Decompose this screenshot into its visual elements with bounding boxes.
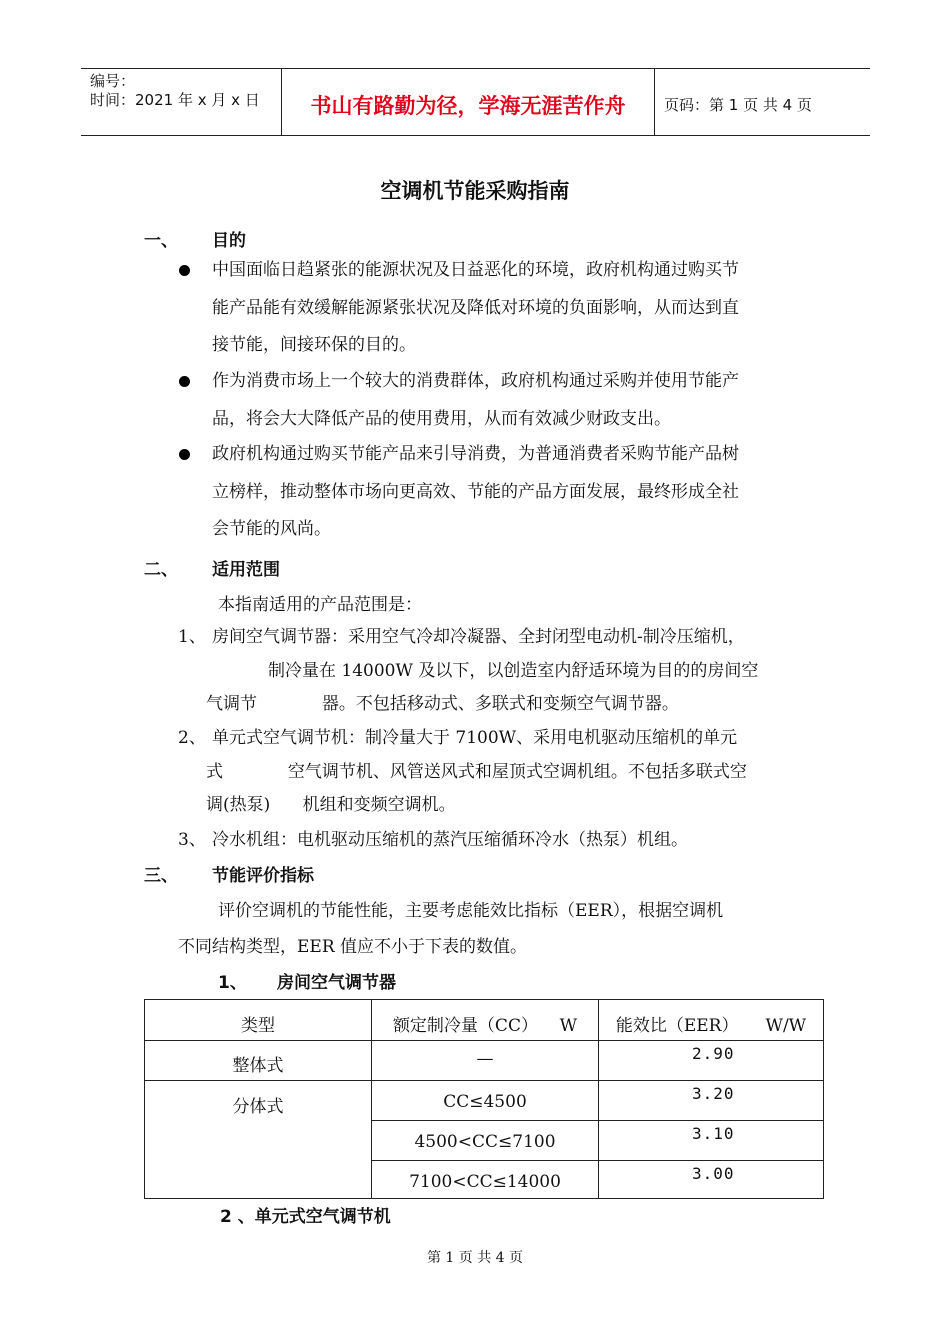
- item-3-number: 3、: [178, 830, 206, 850]
- item-2-line-1: 单元式空气调节机：制冷量大于 7100W、采用电机驱动压缩机的单元: [212, 728, 738, 748]
- section3-intro-line-1: 评价空调机的节能性能，主要考虑能效比指标（EER），根据空调机: [218, 901, 724, 921]
- table-header-cc: 额定制冷量（CC） W: [392, 1016, 578, 1036]
- header-page-info: 页码：第 1 页 共 4 页: [664, 96, 812, 114]
- bullet-icon: [179, 449, 190, 460]
- header-divider-right: [654, 68, 655, 136]
- header-top-rule: [81, 68, 870, 69]
- table-cell-eer: 3.00: [692, 1164, 735, 1183]
- item-1-number: 1、: [178, 627, 206, 647]
- section1-number: 一、: [144, 231, 178, 251]
- table-hline-4: [371, 1160, 823, 1161]
- item-1-line-2: 制冷量在 14000W 及以下，以创造室内舒适环境为目的的房间空: [268, 661, 759, 681]
- table-header-type: 类型: [241, 1016, 275, 1036]
- section1-bullet-2: 作为消费市场上一个较大的消费群体，政府机构通过采购并使用节能产 品，将会大大降低产品的使用费用，从而有效减少财政支出。: [212, 371, 739, 429]
- table-hline-2: [145, 1080, 823, 1081]
- section2-intro: 本指南适用的产品范围是：: [218, 595, 422, 615]
- subsection1-title: 房间空气调节器: [277, 973, 396, 993]
- table-cell-eer: 2.90: [692, 1044, 735, 1063]
- table-header-eer: 能效比（EER） W/W: [615, 1016, 807, 1036]
- page-footer: 第 1 页 共 4 页: [426, 1250, 524, 1266]
- table-cell-cc: 4500<CC≤7100: [414, 1132, 556, 1152]
- eer-table: [144, 999, 824, 1199]
- item-1-line-3: 气调节 器。不包括移动式、多联式和变频空气调节器。: [206, 694, 679, 714]
- table-hline-1: [145, 1040, 823, 1041]
- item-2-number: 2、: [178, 728, 206, 748]
- table-cell-eer: 3.10: [692, 1124, 735, 1143]
- header-motto: 书山有路勤为径，学海无涯苦作舟: [310, 94, 626, 118]
- bullet-icon: [179, 265, 190, 276]
- item-2-line-2: 式 空气调节机、风管送风式和屋顶式空调机组。不包括多联式空: [206, 762, 747, 782]
- time-label: 时间：2021 年 x 月 x 日: [90, 91, 260, 109]
- item-1-line-1: 房间空气调节器：采用空气冷却冷凝器、全封闭型电动机-制冷压缩机，: [212, 627, 745, 647]
- header-meta: [90, 72, 260, 110]
- item-3-line-1: 冷水机组：电机驱动压缩机的蒸汽压缩循环冷水（热泵）机组。: [212, 830, 688, 850]
- subsection1-number: 1、: [218, 973, 247, 993]
- table-cell-type: 整体式: [232, 1056, 284, 1076]
- table-cell-cc: —: [476, 1049, 494, 1069]
- header-bottom-rule: [81, 135, 870, 136]
- table-cell-cc: 7100<CC≤14000: [409, 1172, 561, 1192]
- document-title: 空调机节能采购指南: [380, 179, 570, 203]
- table-cell-cc: CC≤4500: [443, 1092, 527, 1112]
- table-cell-eer: 3.20: [692, 1084, 735, 1103]
- table-cell-group-type: 分体式: [232, 1097, 284, 1117]
- item-2-line-3: 调(热泵) 机组和变频空调机。: [206, 795, 456, 815]
- subsection2-title: 2 、单元式空气调节机: [220, 1207, 391, 1227]
- section2-title: 适用范围: [212, 560, 280, 580]
- section1-bullet-3: 政府机构通过购买节能产品来引导消费，为普通消费者采购节能产品树 立榜样，推动整体市场向更高效、节能的产品方面发展，最终形成全社 会节能的风尚。: [212, 444, 739, 539]
- bullet-icon: [179, 376, 190, 387]
- section2-number: 二、: [144, 560, 178, 580]
- table-hline-3: [371, 1120, 823, 1121]
- section3-intro-line-2: 不同结构类型，EER 值应不小于下表的数值。: [178, 937, 528, 957]
- number-label: 编号：: [90, 72, 136, 90]
- section3-title: 节能评价指标: [212, 866, 314, 886]
- section1-bullet-1: 中国面临日趋紧张的能源状况及日益恶化的环境，政府机构通过购买节 能产品能有效缓解能源紧张状况及降低对环境的负面影响，从而达到直 接节能，间接环保的目的。: [212, 260, 739, 355]
- section3-number: 三、: [144, 866, 178, 886]
- section1-title: 目的: [212, 231, 246, 251]
